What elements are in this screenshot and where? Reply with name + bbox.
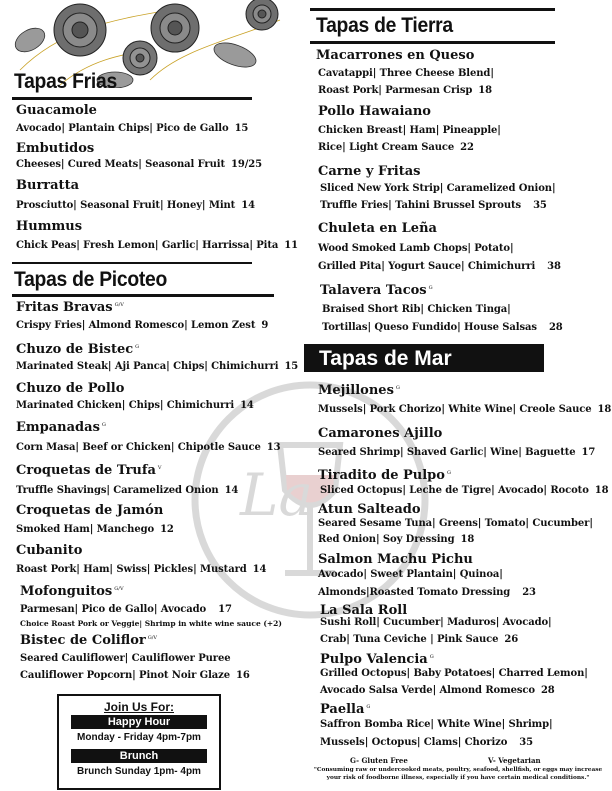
menu-item-price: 28: [540, 685, 555, 696]
diet-tag: G: [135, 343, 140, 350]
join-us-title: Join Us For:: [103, 700, 174, 714]
svg-text:La: La: [240, 461, 314, 529]
menu-item-name: Mofonguitos $^{G/V}$: [20, 584, 124, 599]
menu-item-desc: Grilled Pita| Yogurt Sauce| Chimichurri 38: [318, 261, 561, 272]
menu-item-price: 13: [266, 442, 281, 453]
menu-item-name: Paella $^G$: [320, 702, 371, 717]
diet-tag: G: [395, 384, 400, 391]
menu-item-name: Pollo Hawaiano: [318, 104, 431, 119]
menu-item-desc: Sliced New York Strip| Caramelized Onion|: [320, 183, 556, 194]
menu-item-desc: Marinated Chicken| Chips| Chimichurri 14: [16, 400, 254, 411]
menu-item-desc: Crab| Tuna Ceviche | Pink Sauce 26: [320, 634, 519, 645]
menu-item-desc: Braised Short Rib| Chicken Tinga|: [322, 304, 511, 315]
legend-vegetarian: V- Vegetarian: [488, 756, 541, 765]
diet-tag: V: [157, 464, 162, 471]
section-title-tapas-mar: Tapas de Mar: [310, 346, 461, 372]
happy-hour-time: Monday - Friday 4pm-7pm: [77, 732, 201, 743]
menu-item-desc: Avocado| Plantain Chips| Pico de Gallo 15: [16, 123, 249, 134]
menu-item-desc: Avocado| Sweet Plantain| Quinoa|: [318, 569, 503, 580]
menu-item-name: Mejillones $^G$: [318, 383, 400, 398]
legend-gluten-free: G- Gluten Free: [350, 756, 408, 765]
menu-item-desc: Corn Masa| Beef or Chicken| Chipotle Sauce 13: [16, 442, 281, 453]
menu-item-name: Macarrones en Queso: [316, 48, 475, 63]
menu-item-price: 9: [261, 320, 269, 331]
menu-item-desc: Almonds|Roasted Tomato Dressing 23: [318, 587, 536, 598]
section-rule: [310, 8, 555, 11]
menu-item-desc: Tortillas| Queso Fundido| House Salsas 28: [322, 322, 563, 333]
menu-item-desc: Seared Shrimp| Shaved Garlic| Wine| Baguette 17: [318, 447, 596, 458]
diet-tag: G: [366, 703, 371, 710]
menu-item-desc: Parmesan| Pico de Gallo| Avocado 17: [20, 604, 232, 615]
section-rule: [12, 262, 252, 264]
section-rule: [12, 294, 274, 297]
brunch-label: Brunch: [71, 749, 207, 763]
section-title-tapas-frias: Tapas Frias: [14, 70, 117, 93]
diet-tag: G: [429, 653, 434, 660]
menu-item-desc: Mussels| Pork Chorizo| White Wine| Creole Sauce 18: [318, 404, 612, 415]
menu-item-price: 15: [234, 123, 249, 134]
menu-item-desc: Sliced Octopus| Leche de Tigre| Avocado| Rocoto 18: [320, 485, 609, 496]
diet-tag: G/V: [114, 301, 124, 308]
menu-item-price: 17: [218, 604, 232, 615]
menu-item-desc: Prosciutto| Seasonal Fruit| Honey| Mint 14: [16, 200, 255, 211]
menu-item-desc: Marinated Steak| Aji Panca| Chips| Chimichurri 15: [16, 361, 299, 372]
menu-item-name: Tiradito de Pulpo $^G$: [318, 468, 451, 483]
section-rule: [12, 97, 252, 100]
menu-item-price: 16: [236, 670, 250, 681]
menu-item-desc: Seared Cauliflower| Cauliflower Puree: [20, 653, 231, 664]
menu-item-name: Camarones Ajillo: [318, 426, 443, 441]
menu-item-name: Talavera Tacos $^G$: [320, 283, 433, 298]
diet-tag: G: [428, 284, 433, 291]
menu-item-desc: Cheeses| Cured Meats| Seasonal Fruit 19/25: [16, 159, 262, 170]
diet-tag: G: [101, 421, 106, 428]
menu-item-price: 35: [519, 737, 534, 748]
section-title-tapas-tierra: Tapas de Tierra: [316, 14, 453, 37]
menu-item-name: Croquetas de Trufa $^V$: [16, 463, 162, 478]
menu-item-desc: Crispy Fries| Almond Romesco| Lemon Zest 9: [16, 320, 269, 331]
menu-item-name: Guacamole: [16, 103, 97, 118]
menu-item-price: 18: [460, 534, 475, 545]
menu-item-name: Hummus: [16, 219, 83, 234]
menu-item-desc: Truffle Shavings| Caramelized Onion 14: [16, 485, 239, 496]
menu-item-note: Choice Roast Pork or Veggie| Shrimp in white wine sauce (+2): [20, 619, 282, 628]
menu-item-price: 18: [594, 485, 609, 496]
menu-item-name: Atun Salteado: [318, 502, 421, 517]
menu-item-desc: Seared Sesame Tuna| Greens| Tomato| Cucumber|: [318, 518, 593, 529]
menu-item-name: Embutidos: [16, 141, 95, 156]
menu-item-name: Chuleta en Leña: [318, 221, 437, 236]
happy-hour-label: Happy Hour: [71, 715, 207, 729]
menu-item-desc: Avocado Salsa Verde| Almond Romesco 28: [320, 685, 555, 696]
menu-item-name: Bistec de Coliflor $^{G/V}$: [20, 633, 158, 648]
menu-item-name: Burratta: [16, 178, 79, 193]
menu-item-price: 22: [460, 142, 474, 153]
menu-item-name: La Sala Roll: [320, 603, 408, 618]
menu-item-name: Salmon Machu Pichu: [318, 552, 473, 567]
menu-item-name: Chuzo de Bistec $^G$: [16, 342, 140, 357]
diet-tag: G/V: [147, 634, 158, 641]
menu-item-name: Chuzo de Pollo: [16, 381, 125, 396]
menu-item-price: 26: [504, 634, 519, 645]
menu-item-price: 18: [478, 85, 492, 96]
menu-item-price: 17: [581, 447, 596, 458]
section-title-tapas-picoteo: Tapas de Picoteo: [14, 268, 168, 291]
diet-tag: G/V: [114, 585, 124, 592]
section-rule: [310, 41, 555, 44]
menu-item-price: 18: [597, 404, 612, 415]
menu-item-price: 38: [547, 261, 561, 272]
menu-item-desc: Roast Pork| Ham| Swiss| Pickles| Mustard 14: [16, 564, 267, 575]
menu-item-name: Empanadas $^G$: [16, 420, 106, 435]
menu-item-name: Pulpo Valencia $^G$: [320, 652, 434, 667]
brunch-time: Brunch Sunday 1pm- 4pm: [77, 766, 201, 777]
menu-item-price: 35: [533, 200, 547, 211]
menu-item-desc: Mussels| Octopus| Clams| Chorizo 35: [320, 737, 534, 748]
menu-item-desc: Roast Pork| Parmesan Crisp 18: [318, 85, 492, 96]
menu-item-price: 15: [284, 361, 299, 372]
menu-item-desc: Cavatappi| Three Cheese Blend|: [318, 68, 494, 79]
menu-item-desc: Chick Peas| Fresh Lemon| Garlic| Harrissa| Pita 11: [16, 240, 298, 251]
menu-item-price: 14: [240, 400, 254, 411]
menu-item-desc: Sushi Roll| Cucumber| Maduros| Avocado|: [320, 617, 552, 628]
menu-item-name: Cubanito: [16, 543, 83, 558]
menu-item-price: 23: [522, 587, 536, 598]
food-safety-disclaimer: "Consuming raw or undercooked meats, poultry, seafood, shellfish, or eggs may increase your risk of foodborne illness, especially if you have certain medical conditions.": [313, 767, 603, 781]
menu-item-desc: Saffron Bomba Rice| White Wine| Shrimp|: [320, 719, 553, 730]
menu-item-desc: Red Onion| Soy Dressing 18: [318, 534, 475, 545]
diet-tag: G: [446, 469, 451, 476]
menu-item-desc: Grilled Octopus| Baby Potatoes| Charred Lemon|: [320, 668, 588, 679]
menu-item-price: 28: [548, 322, 563, 333]
menu-item-desc: Chicken Breast| Ham| Pineapple|: [318, 125, 501, 136]
menu-item-desc: Cauliflower Popcorn| Pinot Noir Glaze 16: [20, 670, 250, 681]
menu-item-price: 12: [160, 524, 174, 535]
menu-item-desc: Smoked Ham| Manchego 12: [16, 524, 174, 535]
menu-item-price: 19/25: [230, 159, 262, 170]
menu-item-name: Croquetas de Jamón: [16, 503, 164, 518]
menu-item-price: 11: [284, 240, 298, 251]
menu-item-name: Fritas Bravas $^{G/V}$: [16, 300, 124, 315]
menu-item-price: 14: [252, 564, 267, 575]
menu-item-name: Carne y Fritas: [318, 164, 421, 179]
menu-item-desc: Rice| Light Cream Sauce 22: [318, 142, 474, 153]
menu-item-price: 14: [241, 200, 255, 211]
menu-item-price: 14: [224, 485, 239, 496]
join-us-box: [57, 694, 221, 790]
menu-item-desc: Truffle Fries| Tahini Brussel Sprouts 35: [320, 200, 547, 211]
menu-item-desc: Wood Smoked Lamb Chops| Potato|: [318, 243, 514, 254]
